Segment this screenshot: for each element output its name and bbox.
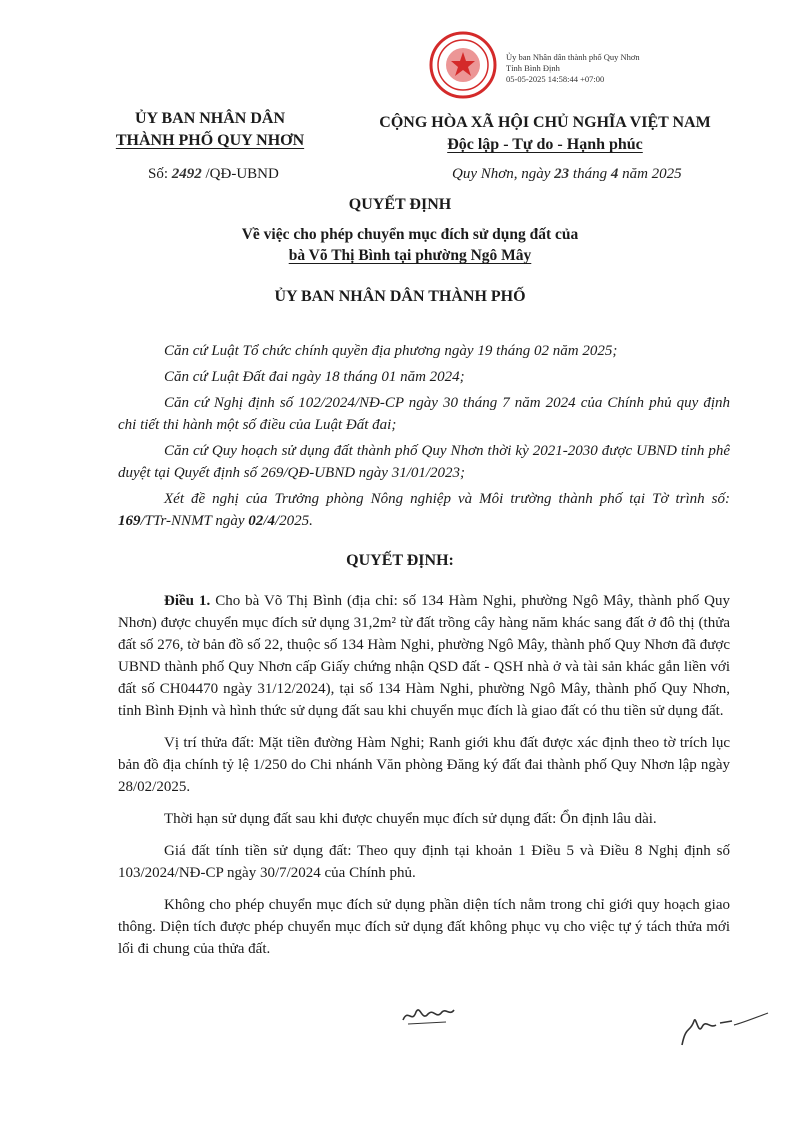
proposal-after: /2025. <box>274 513 313 529</box>
basis-item: Căn cứ Luật Tổ chức chính quyền địa phương ngày 19 tháng 02 năm 2025; <box>164 343 618 359</box>
document-date <box>452 166 682 183</box>
basis-item: Căn cứ Luật Đất đai ngày 18 tháng 01 năm 2024; <box>164 369 465 385</box>
basis-item: Căn cứ Nghị định số 102/2024/NĐ-CP ngày 30 tháng 7 năm 2024 của Chính phủ quy định chi tiết thi hành một số điều của Luật Đất đai; <box>118 395 730 433</box>
proposal-number: 169 <box>118 513 141 529</box>
article-text: Cho bà Võ Thị Bình (địa chỉ: số 134 Hàm Nghi, phường Ngô Mây, thành phố Quy Nhơn) được chuyển mục đích sử dụng 31,2m² từ đất trồng cây hàng năm khác sang đất ở đô thị (thửa đất số 276, tờ bản đồ số 22, thuộc số 134 Hàm Nghi, phường Ngô Mây, thành phố Quy Nhơn đã được UBND thành phố Quy Nhơn cấp Giấy chứng nhận QSD đất - QSH nhà ở và tài sản khác gắn liền với đất số CH04470 ngày 31/12/2024), tại số 134 Hàm Nghi, phường Ngô Mây, thành phố Quy Nhơn, tỉnh Bình Định và hình thức sử dụng đất sau khi chuyển mục đích là giao đất có thu tiền sử dụng đất. <box>118 593 730 719</box>
decision-body <box>118 590 730 960</box>
decision-title: QUYẾT ĐỊNH <box>348 196 452 213</box>
handwritten-initial-icon <box>398 1000 458 1030</box>
date-suffix: năm 2025 <box>622 166 682 182</box>
national-motto: Độc lập - Tự do - Hạnh phúc <box>447 136 643 153</box>
issuer-line1: ỦY BAN NHÂN DÂN <box>134 110 286 127</box>
docno-prefix: Số: <box>148 166 169 182</box>
decision-heading: QUYẾT ĐỊNH: <box>346 552 454 569</box>
paragraph: Thời hạn sử dụng đất sau khi được chuyển mục đích sử dụng đất: Ổn định lâu dài. <box>164 811 657 827</box>
issuer-header <box>95 108 325 152</box>
proposal-sep: / <box>263 513 268 529</box>
proposal-basis <box>118 488 730 532</box>
article-1 <box>118 590 730 722</box>
subject-line2: bà Võ Thị Bình tại phường Ngô Mây <box>288 247 532 264</box>
document-number <box>148 166 279 183</box>
date-mid: tháng <box>572 166 608 182</box>
date-month: 4 <box>610 166 619 182</box>
paragraph: Giá đất tính tiền sử dụng đất: Theo quy định tại khoản 1 Điều 5 và Điều 8 Nghị định số 103/2024/NĐ-CP ngày 30/7/2024 của Chính phủ. <box>118 843 730 881</box>
signature-stamp <box>506 52 706 85</box>
proposal-month: 4 <box>267 513 275 529</box>
basis-item: Căn cứ Quy hoạch sử dụng đất thành phố Quy Nhơn thời kỳ 2021-2030 được UBND tỉnh phê duyệt tại Quyết định số 269/QĐ-UBND ngày 31/01/2023; <box>118 443 730 481</box>
handwritten-signature-icon <box>672 1005 772 1055</box>
subject-line1: Về việc cho phép chuyển mục đích sử dụng đất của <box>241 226 579 243</box>
legal-bases <box>118 340 730 532</box>
authority-heading: ỦY BAN NHÂN DÂN THÀNH PHỐ <box>274 288 526 305</box>
article-label: Điều 1. <box>164 593 211 609</box>
docno-suffix: /QĐ-UBND <box>205 166 279 182</box>
date-prefix: Quy Nhơn, ngày <box>452 166 551 182</box>
decision-subject <box>150 224 670 266</box>
national-header <box>355 112 735 156</box>
red-seal-icon <box>428 30 498 100</box>
stamp-province: Tỉnh Bình Định <box>506 63 560 73</box>
paragraph: Vị trí thửa đất: Mặt tiền đường Hàm Nghi; Ranh giới khu đất được xác định theo tờ trích lục bản đồ địa chính tỷ lệ 1/250 do Chi nhánh Văn phòng Đăng ký đất đai thành phố Quy Nhơn lập ngày 28/02/2025. <box>118 735 730 795</box>
proposal-day: 02 <box>248 513 264 529</box>
national-title: CỘNG HÒA XÃ HỘI CHỦ NGHĨA VIỆT NAM <box>379 114 711 131</box>
date-day: 23 <box>554 166 570 182</box>
proposal-mid: /TTr-NNMT ngày <box>140 513 245 529</box>
stamp-org: Ủy ban Nhân dân thành phố Quy Nhơn <box>506 52 640 62</box>
docno-handwritten: 2492 <box>171 166 202 182</box>
proposal-text: Xét đề nghị của Trưởng phòng Nông nghiệp và Môi trường thành phố tại Tờ trình số: <box>164 491 730 507</box>
paragraph: Không cho phép chuyển mục đích sử dụng phần diện tích nằm trong chỉ giới quy hoạch giao thông. Diện tích được phép chuyển mục đích sử dụng đất không phục vụ cho việc tự ý tách thửa mới lối đi chung của thửa đất. <box>118 897 730 957</box>
stamp-timestamp: 05-05-2025 14:58:44 +07:00 <box>506 74 605 84</box>
issuer-line2: THÀNH PHỐ QUY NHƠN <box>115 132 305 149</box>
